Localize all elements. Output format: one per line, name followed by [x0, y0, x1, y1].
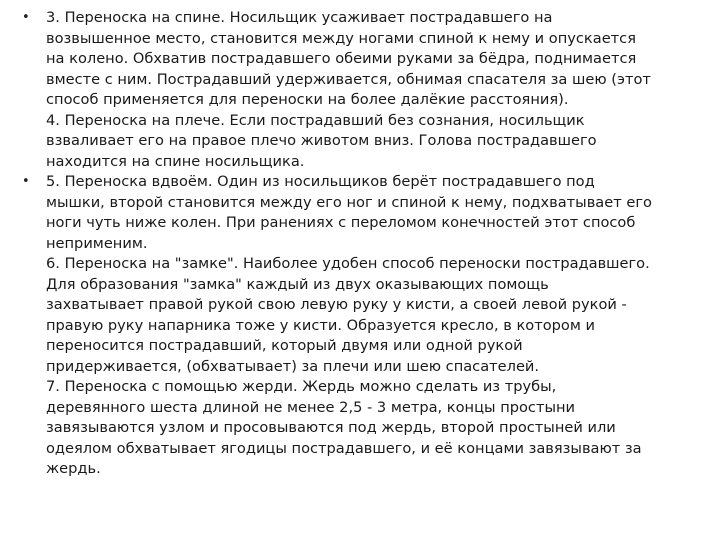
text-line: 5. Переноска вдвоём. Один из носильщиков берёт пострадавшего под	[46, 173, 595, 190]
paragraph	[46, 8, 716, 172]
text-line: придерживается, (обхватывает) за плечи или шею спасателей.	[46, 357, 540, 375]
text-line: завязываются узлом и просовываются под жердь, второй простыней или	[46, 419, 616, 436]
text-line: правую руку напарника тоже у кисти. Образуется кресло, в котором и	[46, 316, 595, 334]
text-line: жердь.	[46, 460, 101, 477]
text-line: одеялом обхватывает ягодицы пострадавшего, и её концами завязывают за	[46, 439, 642, 457]
text-line: неприменим.	[46, 234, 148, 252]
bullet-marker: •	[22, 174, 30, 189]
text-line: 3. Переноска на спине. Носильщик усаживает пострадавшего на	[46, 9, 553, 26]
text-line: вместе с ним. Пострадавший удерживается, обнимая спасателя за шею (этот	[46, 70, 651, 88]
text-line: на колено. Обхватив пострадавшего обеими руками за бёдра, поднимается	[46, 50, 637, 67]
paragraph	[46, 172, 716, 480]
text-line: деревянного шеста длиной не менее 2,5 - 3 метра, концы простыни	[46, 398, 575, 416]
text-line: взваливает его на правое плечо животом вниз. Голова пострадавшего	[46, 132, 597, 149]
text-line: 7. Переноска с помощью жерди. Жердь можно сделать из трубы,	[46, 378, 557, 395]
text-line: 4. Переноска на плече. Если пострадавший без сознания, носильщик	[46, 111, 585, 129]
text-line: переносится пострадавший, который двумя или одной рукой	[46, 337, 523, 354]
bullet-marker: •	[22, 10, 30, 25]
text-line: ноги чуть ниже колен. При ранениях с переломом конечностей этот способ	[46, 214, 636, 231]
text-line: Для образования "замка" каждый из двух оказывающих помощь	[46, 275, 549, 293]
text-line: захватывает правой рукой свою левую руку у кисти, а своей левой рукой -	[46, 296, 627, 313]
text-line: возвышенное место, становится между ногами спиной к нему и опускается	[46, 29, 636, 47]
text-line: мышки, второй становится между его ног и спиной к нему, подхватывает его	[46, 193, 652, 211]
text-line: находится на спине носильщика.	[46, 152, 305, 170]
text-line: способ применяется для переноски на более далёкие расстояния).	[46, 91, 569, 108]
text-line: 6. Переноска на "замке". Наиболее удобен способ переноски пострадавшего.	[46, 255, 650, 272]
